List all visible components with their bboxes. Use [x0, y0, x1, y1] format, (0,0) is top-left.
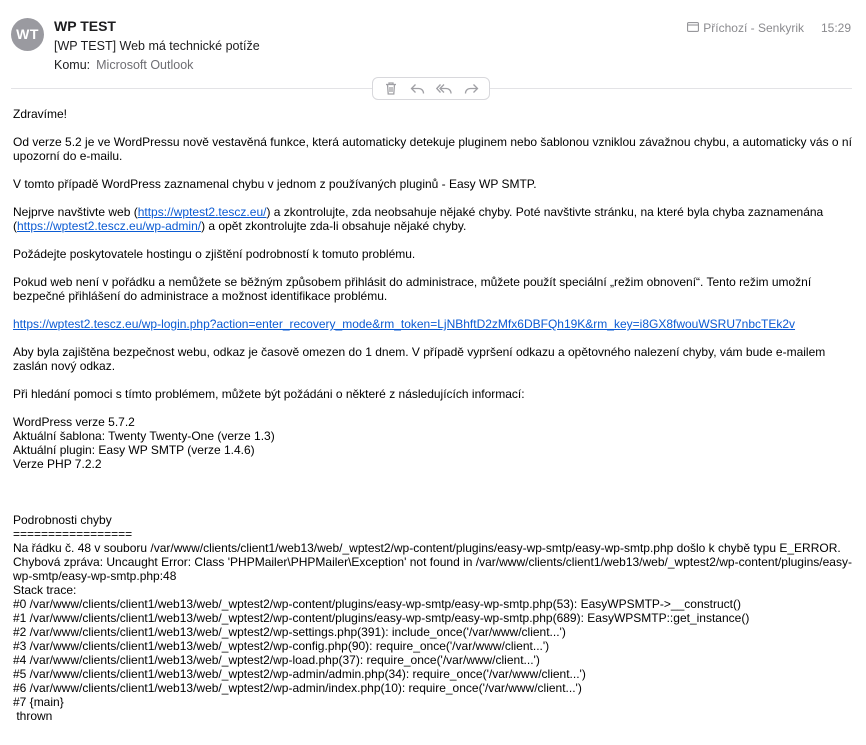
- paragraph-help: Při hledání pomoci s tímto problémem, můžete být požádáni o některé z následujících informací:: [13, 387, 525, 401]
- trash-icon: [385, 82, 397, 95]
- paragraph-plugin: V tomto případě WordPress zaznamenal chybu v jednom z používaných pluginů - Easy WP SMTP.: [13, 177, 537, 191]
- info-line: WordPress verze 5.7.2: [13, 415, 135, 429]
- message-toolbar: [372, 77, 490, 100]
- paragraph-hosting: Požádejte poskytovatele hostingu o zjištění podrobností k tomuto problému.: [13, 247, 416, 261]
- reply-button[interactable]: [407, 80, 429, 98]
- folder-label[interactable]: [687, 21, 804, 35]
- paragraph-intro: Od verze 5.2 je ve WordPressu nově vestavěná funkce, která automaticky detekuje pluginem nebo šablonou vzniklou závažnou chybu, a automaticky vás o ní upozorní do e-mailu.: [13, 135, 852, 163]
- recipient-name[interactable]: Microsoft Outlook: [96, 58, 194, 72]
- recovery-mode-link[interactable]: https://wptest2.tescz.eu/wp-login.php?action=enter_recovery_mode&rm_token=LjNBhftD2zMfx6DBFQh19K&rm_key=i8GX8fwouWSRU7nbcTEk2v: [13, 317, 796, 331]
- message-subject: [WP TEST] Web má technické potíže: [54, 39, 260, 53]
- greeting: Zdravíme!: [13, 107, 68, 121]
- paragraph-expiry: Aby byla zajištěna bezpečnost webu, odkaz je časově omezen do 1 dnem. V případě vypršení odkazu a opětovného nalezení chyby, vám bude e-mailem zaslán nový odkaz.: [13, 345, 826, 373]
- recovery-link-row: [13, 317, 858, 331]
- error-message: Na řádku č. 48 v souboru /var/www/clients/client1/web13/web/_wptest2/wp-content/plugins/easy-wp-smtp/easy-wp-smtp.php došlo k chybě typu E_ERROR. Chybová zpráva: Uncaught Error: Class 'PHPMailer\PHPMailer\Exception' not found in /var/www/clients/client1/web13/web/_wptest2/wp-content/plugins/easy-wp-smtp/easy-wp-smtp.php:48: [13, 541, 852, 583]
- reply-all-button[interactable]: [434, 80, 456, 98]
- stack-line: #5 /var/www/clients/client1/web13/web/_wptest2/wp-admin/admin.php(34): require_once('/var/www/client...'): [13, 667, 586, 681]
- forward-button[interactable]: [461, 80, 483, 98]
- stack-trace-title: Stack trace:: [13, 583, 77, 597]
- paragraph-check: [13, 205, 858, 233]
- stack-line: #6 /var/www/clients/client1/web13/web/_wptest2/wp-admin/index.php(10): require_once('/var/www/client...'): [13, 681, 582, 695]
- info-line: Verze PHP 7.2.2: [13, 457, 102, 471]
- stack-line: thrown: [13, 709, 53, 723]
- stack-line: #3 /var/www/clients/client1/web13/web/_wptest2/wp-config.php(90): require_once('/var/www/client...'): [13, 639, 550, 653]
- reply-icon: [410, 83, 425, 95]
- message-body: [13, 107, 858, 723]
- site-link[interactable]: https://wptest2.tescz.eu/: [137, 205, 267, 219]
- check-text-a: Nejprve navštivte web (: [13, 205, 138, 219]
- stack-line: #0 /var/www/clients/client1/web13/web/_wptest2/wp-content/plugins/easy-wp-smtp/easy-wp-smtp.php(53): EasyWPSMTP->__construct(): [13, 597, 741, 611]
- details-title: Podrobnosti chyby: [13, 513, 112, 527]
- info-line: Aktuální plugin: Easy WP SMTP (verze 1.4.6): [13, 443, 255, 457]
- stack-line: #7 {main}: [13, 695, 64, 709]
- avatar: WT: [11, 18, 44, 51]
- message-time: 15:29: [820, 21, 851, 35]
- admin-link[interactable]: https://wptest2.tescz.eu/wp-admin/: [17, 219, 202, 233]
- forward-icon: [464, 83, 479, 95]
- details-rule: =================: [13, 527, 133, 541]
- reply-all-icon: [436, 83, 453, 95]
- to-label: Komu:: [54, 58, 91, 72]
- folder-icon: [687, 21, 699, 35]
- stack-line: #2 /var/www/clients/client1/web13/web/_wptest2/wp-settings.php(391): include_once('/var/www/client...'): [13, 625, 566, 639]
- check-text-b: ) a zkontrolujte, zda neobsahuje nějaké chyby. Poté navštivte stránku, na které byla chyba zaznamenána (: [13, 205, 824, 233]
- info-line: Aktuální šablona: Twenty Twenty-One (verze 1.3): [13, 429, 275, 443]
- message-header: [0, 0, 866, 90]
- check-text-c: ) a opět zkontrolujte zda-li obsahuje nějaké chyby.: [201, 219, 467, 233]
- stack-line: #1 /var/www/clients/client1/web13/web/_wptest2/wp-content/plugins/easy-wp-smtp/easy-wp-smtp.php(689): EasyWPSMTP::get_instance(): [13, 611, 750, 625]
- stack-line: #4 /var/www/clients/client1/web13/web/_wptest2/wp-load.php(37): require_once('/var/www/client...'): [13, 653, 540, 667]
- stack-trace: [13, 597, 858, 723]
- delete-button[interactable]: [380, 80, 402, 98]
- sender-name[interactable]: WP TEST: [54, 18, 116, 34]
- recipient-row: [54, 58, 193, 72]
- info-block: [13, 415, 858, 471]
- paragraph-recovery: Pokud web není v pořádku a nemůžete se běžným způsobem přihlásit do administrace, můžete použít speciální „režim obnovení“. Tento režim umožní bezpečné přihlášení do administrace a možnost identifikace problému.: [13, 275, 812, 303]
- folder-name: Příchozí - Senkyrik: [703, 21, 804, 35]
